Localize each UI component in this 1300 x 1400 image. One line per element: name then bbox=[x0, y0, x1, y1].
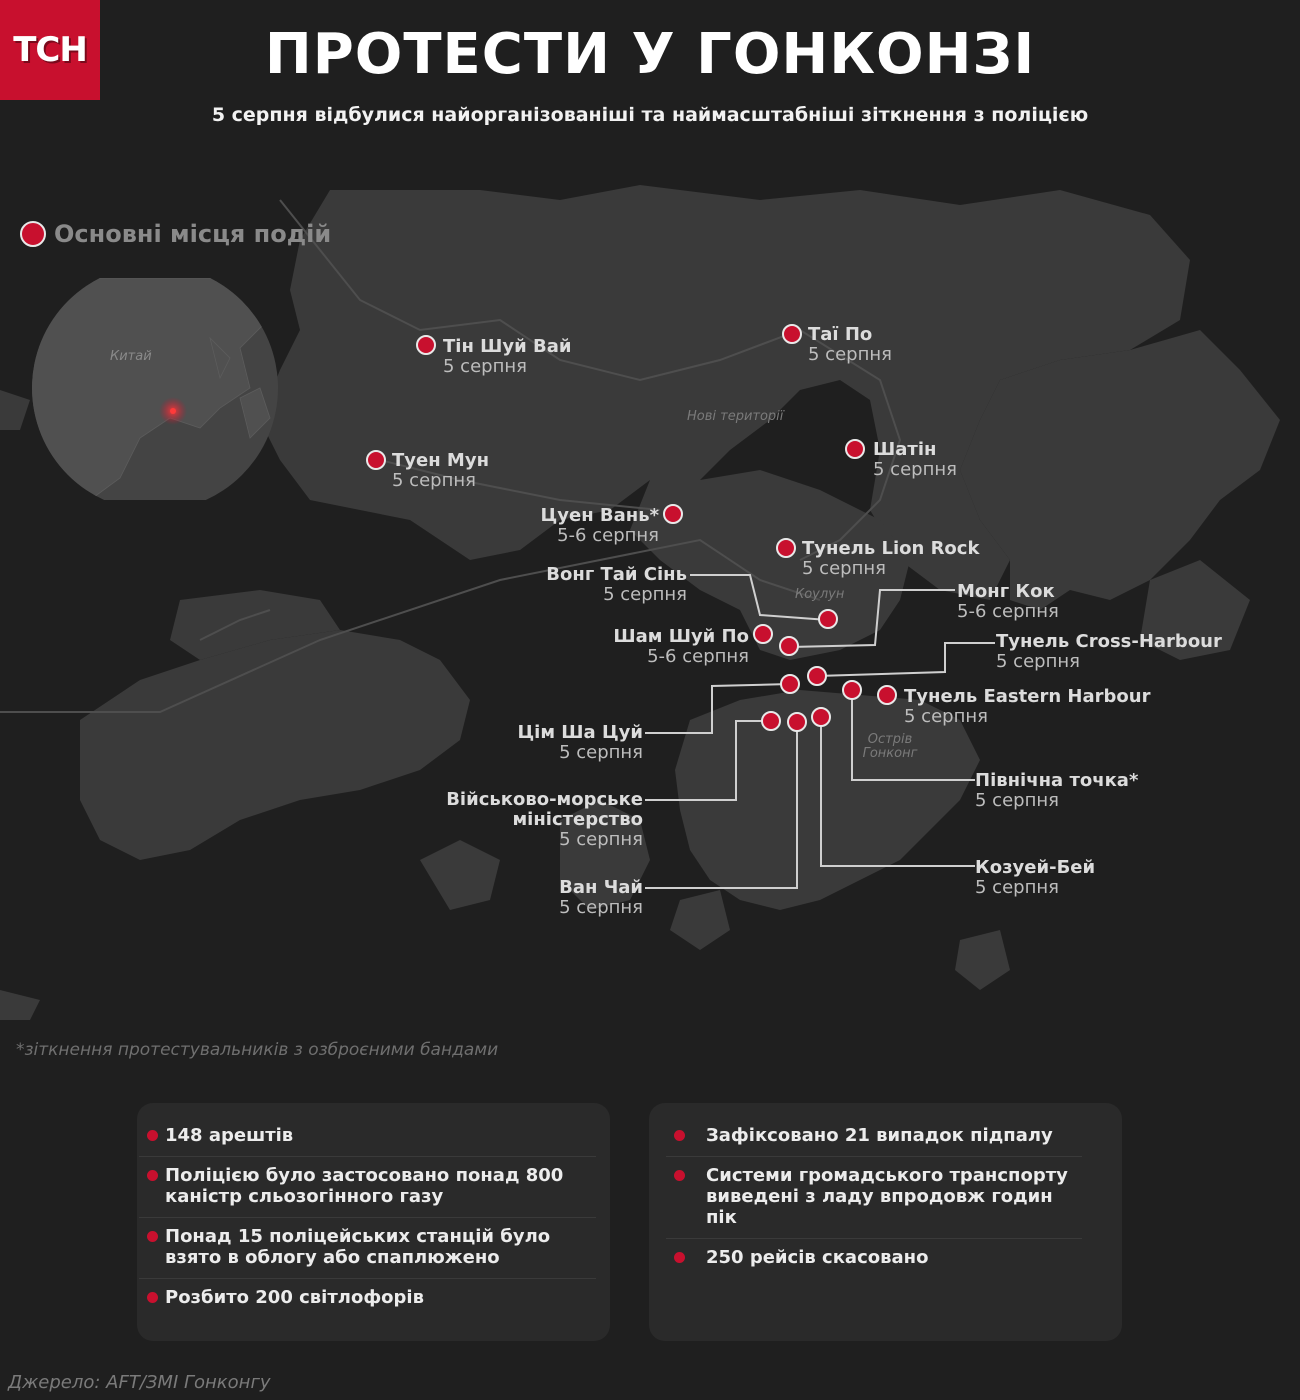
leader-causeway-bay bbox=[821, 717, 975, 866]
stat-item: Понад 15 поліцейських станцій було взято в облогу або спаплюжено bbox=[139, 1218, 596, 1279]
stat-item: 250 рейсів скасовано bbox=[666, 1239, 1082, 1278]
label-sham-shui-po: Шам Шуй По 5-6 серпня bbox=[613, 626, 749, 667]
pin-eastern-harbour[interactable] bbox=[877, 685, 897, 705]
region-kowloon: Коулун bbox=[795, 587, 845, 602]
pin-wan-chai[interactable] bbox=[787, 712, 807, 732]
label-tsim-sha-tsui: Цім Ша Цуй 5 серпня bbox=[517, 722, 643, 763]
label-wong-tai-sin: Вонг Тай Сінь 5 серпня bbox=[546, 564, 687, 605]
label-north-point: Північна точка* 5 серпня bbox=[975, 770, 1139, 811]
label-cross-harbour: Тунель Cross-Harbour 5 серпня bbox=[996, 631, 1222, 672]
label-sha-tin: Шатін 5 серпня bbox=[873, 439, 957, 480]
stat-item: Системи громадського транспорту виведені з ладу впродовж годин пік bbox=[666, 1157, 1082, 1239]
label-tuen-mun: Туен Мун 5 серпня bbox=[392, 450, 490, 491]
pin-north-point[interactable] bbox=[842, 680, 862, 700]
source-credit: Джерело: AFT/ЗМІ Гонконгу bbox=[8, 1372, 271, 1393]
pin-cross-harbour[interactable] bbox=[807, 666, 827, 686]
pin-wong-tai-sin[interactable] bbox=[818, 609, 838, 629]
pin-lion-rock[interactable] bbox=[776, 538, 796, 558]
pin-mong-kok[interactable] bbox=[779, 636, 799, 656]
label-mong-kok: Монг Кок 5-6 серпня bbox=[957, 581, 1059, 622]
label-eastern-harbour: Тунель Eastern Harbour 5 серпня bbox=[904, 686, 1151, 727]
pin-admiralty[interactable] bbox=[761, 711, 781, 731]
pin-sha-tin[interactable] bbox=[845, 439, 865, 459]
stats-box-right bbox=[649, 1103, 1122, 1341]
stat-item: Розбито 200 світлофорів bbox=[139, 1279, 596, 1318]
label-causeway-bay: Козуей-Бей 5 серпня bbox=[975, 857, 1096, 898]
pin-tsim-sha-tsui[interactable] bbox=[780, 674, 800, 694]
label-tin-shui-wai: Тін Шуй Вай 5 серпня bbox=[443, 336, 572, 377]
leader-cross-harbour bbox=[817, 643, 995, 676]
leader-wan-chai bbox=[645, 722, 797, 888]
label-tsuen-wan: Цуен Вань* 5-6 серпня bbox=[540, 505, 659, 546]
legend-label: Основні місця подій bbox=[54, 220, 332, 248]
pin-causeway-bay[interactable] bbox=[811, 707, 831, 727]
pin-tin-shui-wai[interactable] bbox=[416, 335, 436, 355]
label-tai-po: Таї По 5 серпня bbox=[808, 324, 892, 365]
page-title: ПРОТЕСТИ У ГОНКОНЗІ bbox=[264, 22, 1036, 87]
stat-item: Поліцією було застосовано понад 800 каністр сльозогінного газу bbox=[139, 1157, 596, 1218]
label-lion-rock: Тунель Lion Rock 5 серпня bbox=[802, 538, 980, 579]
stat-item: 148 арештів bbox=[139, 1117, 596, 1157]
stats-box-left bbox=[137, 1103, 610, 1341]
leader-wong-tai-sin bbox=[690, 575, 828, 620]
logo-text: ТСН bbox=[13, 30, 87, 70]
page-subtitle: 5 серпня відбулися найорганізованіші та наймасштабніші зіткнення з поліцією bbox=[211, 104, 1089, 126]
region-new-territories: Нові території bbox=[687, 409, 784, 424]
footnote: *зіткнення протестувальників з озброєними бандами bbox=[16, 1040, 499, 1060]
pin-tsuen-wan[interactable] bbox=[663, 504, 683, 524]
stat-item: Зафіксовано 21 випадок підпалу bbox=[666, 1117, 1082, 1157]
label-wan-chai: Ван Чай 5 серпня bbox=[559, 877, 643, 918]
pin-tuen-mun[interactable] bbox=[366, 450, 386, 470]
region-hk-island: Острів Гонконг bbox=[862, 732, 918, 761]
label-admiralty: Військово-морське міністерство 5 серпня bbox=[446, 789, 643, 850]
pin-tai-po[interactable] bbox=[782, 324, 802, 344]
pin-sham-shui-po[interactable] bbox=[753, 624, 773, 644]
inset-label: Китай bbox=[110, 349, 152, 364]
